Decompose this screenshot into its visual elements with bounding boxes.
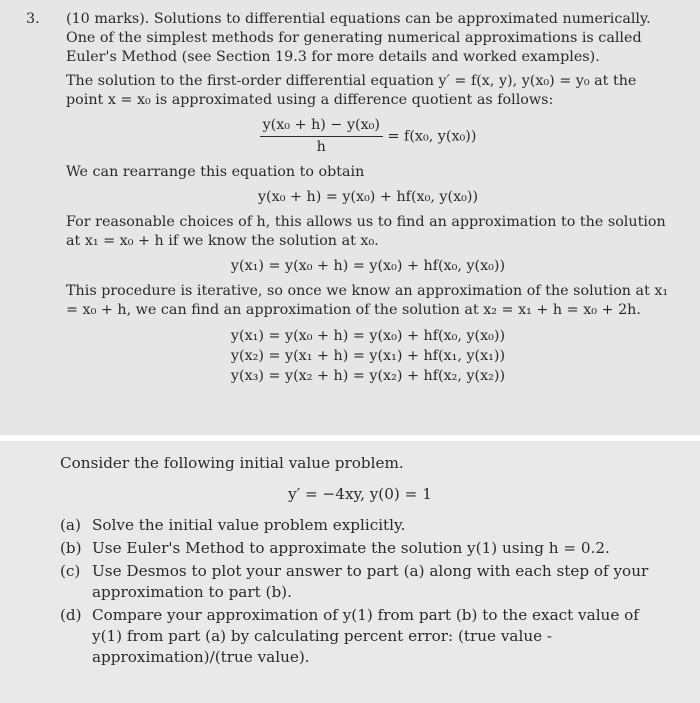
initial-value-problem: y′ = −4xy, y(0) = 1 <box>288 485 432 503</box>
part-c <box>60 561 660 603</box>
equation-first-step: y(x₁) = y(x₀ + h) = y(x₀) + hf(x₀, y(x₀)) <box>230 258 506 274</box>
part-b <box>60 538 660 559</box>
equation-line: y(x₁) = y(x₀ + h) = y(x₀) + hf(x₀, y(x₀)) <box>230 328 506 344</box>
part-label: (c) <box>60 562 81 580</box>
part-label: (a) <box>60 516 81 534</box>
equation-line: y(x₃) = y(x₂ + h) = y(x₂) + hf(x₂, y(x₂)) <box>230 368 506 384</box>
question-intro: (10 marks). Solutions to differential equations can be approximated numerically. One of the simplest methods for generating numerical approximations is called Euler's Method (see Section 19.3 for more details and worked examples). <box>66 11 651 65</box>
fraction-numerator: y(x₀ + h) − y(x₀) <box>260 116 383 137</box>
equation-rearranged: y(x₀ + h) = y(x₀) + hf(x₀, y(x₀)) <box>257 189 479 205</box>
equation-rhs: = f(x₀, y(x₀)) <box>387 128 477 145</box>
paragraph-iterative: This procedure is iterative, so once we know an approximation of the solution at x₁ = x₀ + h, we can find an approximation of the solution at x₂ = x₁ + h = x₀ + 2h. <box>66 283 669 318</box>
part-a <box>60 515 660 536</box>
problem-panel <box>0 441 700 703</box>
fraction-denominator: h <box>316 139 326 155</box>
question-number: 3. <box>26 11 40 27</box>
question-header <box>26 10 670 67</box>
paragraph-reasonable-h: For reasonable choices of h, this allows us to find an approximation to the solution at x₁ = x₀ + h if we know the solution at x₀. <box>66 214 666 249</box>
part-text: Compare your approximation of y(1) from part (b) to the exact value of y(1) from part (a) by calculating percent error: (true value - approximation)/(true value). <box>92 606 639 666</box>
part-text: Use Desmos to plot your answer to part (a) along with each step of your approximation to part (b). <box>92 562 649 601</box>
paragraph-ode: The solution to the first-order differential equation y′ = f(x, y), y(x₀) = y₀ at the point x = x₀ is approximated using a difference quotient as follows: <box>66 73 637 108</box>
part-label: (d) <box>60 606 82 624</box>
equation-difference-quotient <box>66 116 670 157</box>
part-text: Use Euler's Method to approximate the solution y(1) using h = 0.2. <box>92 539 610 557</box>
part-text: Solve the initial value problem explicitly. <box>92 516 406 534</box>
paragraph-rearrange: We can rearrange this equation to obtain <box>66 164 365 180</box>
part-d <box>60 605 660 668</box>
part-label: (b) <box>60 539 82 557</box>
equation-line: y(x₂) = y(x₁ + h) = y(x₁) + hf(x₁, y(x₁)) <box>230 348 506 364</box>
equation-iteration-block <box>66 326 670 386</box>
problem-intro: Consider the following initial value problem. <box>60 454 404 472</box>
fraction <box>260 116 383 157</box>
